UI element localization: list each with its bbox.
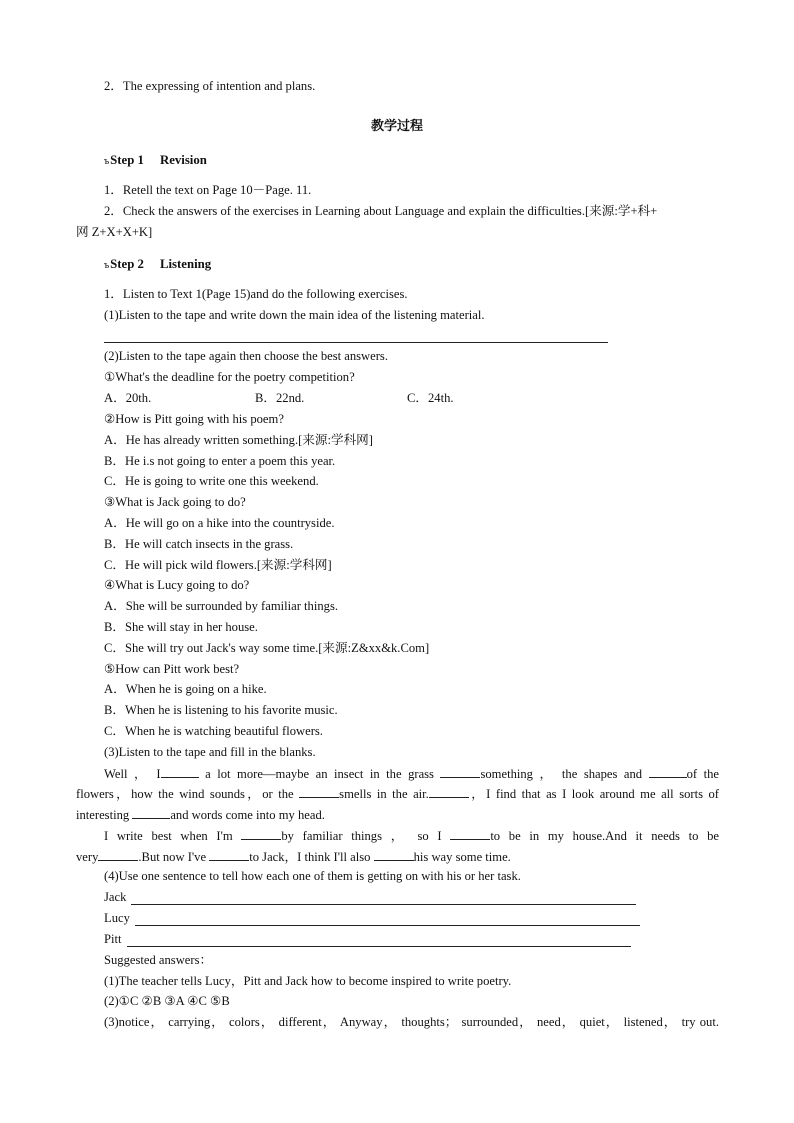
answer-3: (3)notice， carrying， colors， different， Anyway， thoughts； surrounded， need， quiet， listened， try out.: [104, 1015, 719, 1029]
question-3-option-a: A．He will go on a hike into the countryside.: [104, 516, 335, 530]
answer-2: (2)①C ②B ③A ④C ⑤B: [104, 994, 230, 1008]
question-2-option-b: B．He i.s not going to enter a poem this year.: [104, 454, 336, 468]
fill-blank[interactable]: [98, 849, 138, 861]
main-idea-answer-line: [104, 342, 608, 343]
passage-line: I write best when I'm by familiar things ， so I to be in my house.And it needs to be: [104, 829, 719, 843]
step-1-heading: [104, 152, 207, 170]
fill-blank[interactable]: [241, 828, 281, 840]
question-4: ④What is Lucy going to do?: [104, 578, 250, 592]
name-label-pitt: Pitt: [104, 932, 122, 946]
fill-blank[interactable]: [429, 786, 469, 798]
step-1-item-2-cont: 网 Z+X+X+K]: [76, 225, 153, 239]
question-5: ⑤How can Pitt work best?: [104, 662, 240, 676]
answer-1: (1)The teacher tells Lucy，Pitt and Jack how to become inspired to write poetry.: [104, 974, 512, 988]
passage-line: interesting and words come into my head.: [76, 808, 325, 822]
question-4-option-a: A．She will be surrounded by familiar things.: [104, 599, 338, 613]
fill-blank[interactable]: [161, 766, 199, 778]
step-1-name: Revision: [159, 153, 207, 167]
step-2-intro: 1．Listen to Text 1(Page 15)and do the following exercises.: [104, 287, 408, 301]
question-2: ②How is Pitt going with his poem?: [104, 412, 284, 426]
name-label-jack: Jack: [104, 890, 127, 904]
objective-item-2: 2．The expressing of intention and plans.: [104, 79, 316, 93]
question-1-option-b: B．22nd.: [255, 391, 305, 405]
answer-line-jack[interactable]: [131, 904, 636, 905]
step-2-heading: [104, 256, 211, 274]
task-2-instruction: (2)Listen to the tape again then choose the best answers.: [104, 349, 388, 363]
fill-blank[interactable]: [299, 786, 339, 798]
question-5-option-c: C．When he is watching beautiful flowers.: [104, 724, 323, 738]
passage-line: Well ， I a lot more—maybe an insect in the grass something ， the shapes and of the: [104, 767, 719, 781]
step-marker-icon: ъ: [104, 156, 110, 167]
fill-blank[interactable]: [649, 766, 687, 778]
question-2-option-a: A．He has already written something.[来源:学科网]: [104, 433, 373, 447]
step-marker-icon: ъ: [104, 260, 110, 271]
step-2-name: Listening: [159, 257, 212, 271]
task-3-instruction: (3)Listen to the tape and fill in the blanks.: [104, 745, 316, 759]
section-title: 教学过程: [370, 118, 423, 133]
step-1-item-2: 2．Check the answers of the exercises in Learning about Language and explain the difficulties.[来源:学+科+: [104, 204, 658, 218]
fill-blank[interactable]: [440, 766, 480, 778]
task-1-instruction: (1)Listen to the tape and write down the main idea of the listening material.: [104, 308, 485, 322]
step-1-label: Step 1: [110, 153, 144, 167]
question-5-option-a: A．When he is going on a hike.: [104, 682, 267, 696]
question-1-option-a: A．20th.: [104, 391, 152, 405]
question-4-option-c: C．She will try out Jack's way some time.[来源:Z&xx&k.Com]: [104, 641, 430, 655]
task-4-instruction: (4)Use one sentence to tell how each one of them is getting on with his or her task.: [104, 869, 521, 883]
fill-blank[interactable]: [132, 807, 170, 819]
answer-line-lucy[interactable]: [135, 925, 640, 926]
name-label-lucy: Lucy: [104, 911, 130, 925]
step-2-label: Step 2: [110, 257, 144, 271]
question-1-option-c: C．24th.: [407, 391, 454, 405]
fill-blank[interactable]: [209, 849, 249, 861]
passage-line: flowers，how the wind sounds，or the smells in the air. ，I find that as I look around me all sorts of: [76, 787, 719, 801]
question-2-option-c: C．He is going to write one this weekend.: [104, 474, 319, 488]
passage-line: very .But now I've to Jack，I think I'll also his way some time.: [76, 850, 511, 864]
question-5-option-b: B．When he is listening to his favorite music.: [104, 703, 338, 717]
fill-blank[interactable]: [374, 849, 414, 861]
step-1-item-1: 1．Retell the text on Page 10－Page. 11.: [104, 183, 312, 197]
question-3: ③What is Jack going to do?: [104, 495, 246, 509]
question-1: ①What's the deadline for the poetry competition?: [104, 370, 355, 384]
question-3-option-c: C．He will pick wild flowers.[来源:学科网]: [104, 558, 332, 572]
question-3-option-b: B．He will catch insects in the grass.: [104, 537, 294, 551]
fill-blank[interactable]: [450, 828, 490, 840]
suggested-answers-label: Suggested answers：: [104, 953, 213, 967]
answer-line-pitt[interactable]: [127, 946, 631, 947]
question-4-option-b: B．She will stay in her house.: [104, 620, 258, 634]
